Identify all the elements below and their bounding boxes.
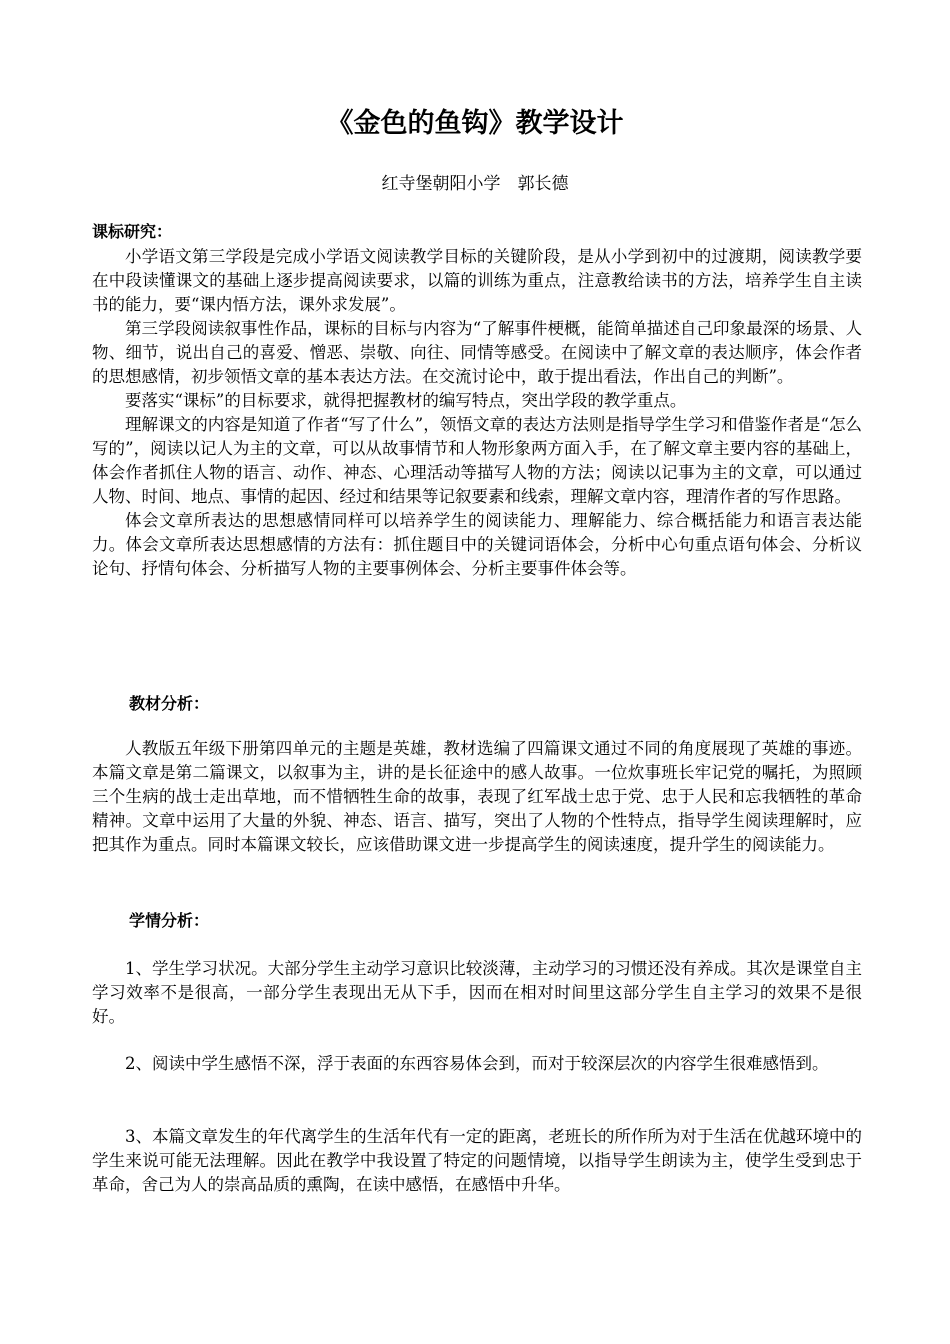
section-heading-textbook: 教材分析： <box>129 694 210 713</box>
section-body-textbook <box>92 737 862 857</box>
paragraph: 2、阅读中学生感悟不深，浮于表面的东西容易体会到，而对于较深层次的内容学生很难感悟到。 <box>125 1054 829 1073</box>
paragraph: 人教版五年级下册第四单元的主题是英雄，教材选编了四篇课文通过不同的角度展现了英雄的事迹。本篇文章是第二篇课文，以叙事为主，讲的是长征途中的感人故事。一位炊事班长牢记党的嘱托，为照顾三个生病的战士走出草地，而不惜牺牲生命的故事，表现了红军战士忠于党、忠于人民和忘我牺牲的革命精神。文章中运用了大量的外貌、神态、语言、描写，突出了人物的个性特点，指导学生阅读理解时，应把其作为重点。同时本篇课文较长，应该借助课文进一步提高学生的阅读速度，提升学生的阅读能力。 <box>92 739 862 854</box>
paragraph: 要落实“课标”的目标要求，就得把握教材的编写特点，突出学段的教学重点。 <box>125 391 687 410</box>
section-body-students-3 <box>92 1125 862 1197</box>
document-title: 《金色的鱼钩》教学设计 <box>326 108 624 139</box>
paragraph: 第三学段阅读叙事性作品，课标的目标与内容为“了解事件梗概，能简单描述自己印象最深的场景、人物、细节，说出自己的喜爱、憎恶、崇敬、向往、同情等感受。在阅读中了解文章的表达顺序，体会作者的思想感情，初步领悟文章的基本表达方法。在交流讨论中，敢于提出看法，作出自己的判断”。 <box>92 319 862 386</box>
section-heading-curriculum: 课标研究： <box>92 222 173 241</box>
section-heading-students: 学情分析： <box>129 911 210 930</box>
section-body-students-2 <box>92 1052 862 1076</box>
paragraph: 3、本篇文章发生的年代离学生的生活年代有一定的距离，老班长的所作所为对于生活在优越环境中的学生来说可能无法理解。因此在教学中我设置了特定的问题情境，以指导学生朗读为主，使学生受到忠于革命，舍己为人的崇高品质的熏陶，在读中感悟，在感悟中升华。 <box>92 1127 862 1194</box>
paragraph: 体会文章所表达的思想感情同样可以培养学生的阅读能力、理解能力、综合概括能力和语言表达能力。体会文章所表达思想感情的方法有：抓住题目中的关键词语体会，分析中心句重点语句体会、分析议论句、抒情句体会、分析描写人物的主要事例体会、分析主要事件体会等。 <box>92 511 862 578</box>
paragraph: 1、学生学习状况。大部分学生主动学习意识比较淡薄，主动学习的习惯还没有养成。其次是课堂自主学习效率不是很高，一部分学生表现出无从下手，因而在相对时间里这部分学生自主学习的效果不是很好。 <box>92 959 862 1026</box>
section-body-students-1 <box>92 957 862 1029</box>
document-author: 红寺堡朝阳小学 郭长德 <box>381 174 569 194</box>
section-body-curriculum <box>92 245 862 581</box>
paragraph: 理解课文的内容是知道了作者“写了什么”，领悟文章的表达方法则是指导学生学习和借鉴作者是“怎么写的”，阅读以记人为主的文章，可以从故事情节和人物形象两方面入手，在了解文章主要内容的基础上，体会作者抓住人物的语言、动作、神态、心理活动等描写人物的方法；阅读以记事为主的文章，可以通过人物、时间、地点、事情的起因、经过和结果等记叙要素和线索，理解文章内容，理清作者的写作思路。 <box>92 415 862 506</box>
paragraph: 小学语文第三学段是完成小学语文阅读教学目标的关键阶段，是从小学到初中的过渡期，阅读教学要在中段读懂课文的基础上逐步提高阅读要求，以篇的训练为重点，注意教给读书的方法，培养学生自主读书的能力，要“课内悟方法，课外求发展”。 <box>92 247 862 314</box>
